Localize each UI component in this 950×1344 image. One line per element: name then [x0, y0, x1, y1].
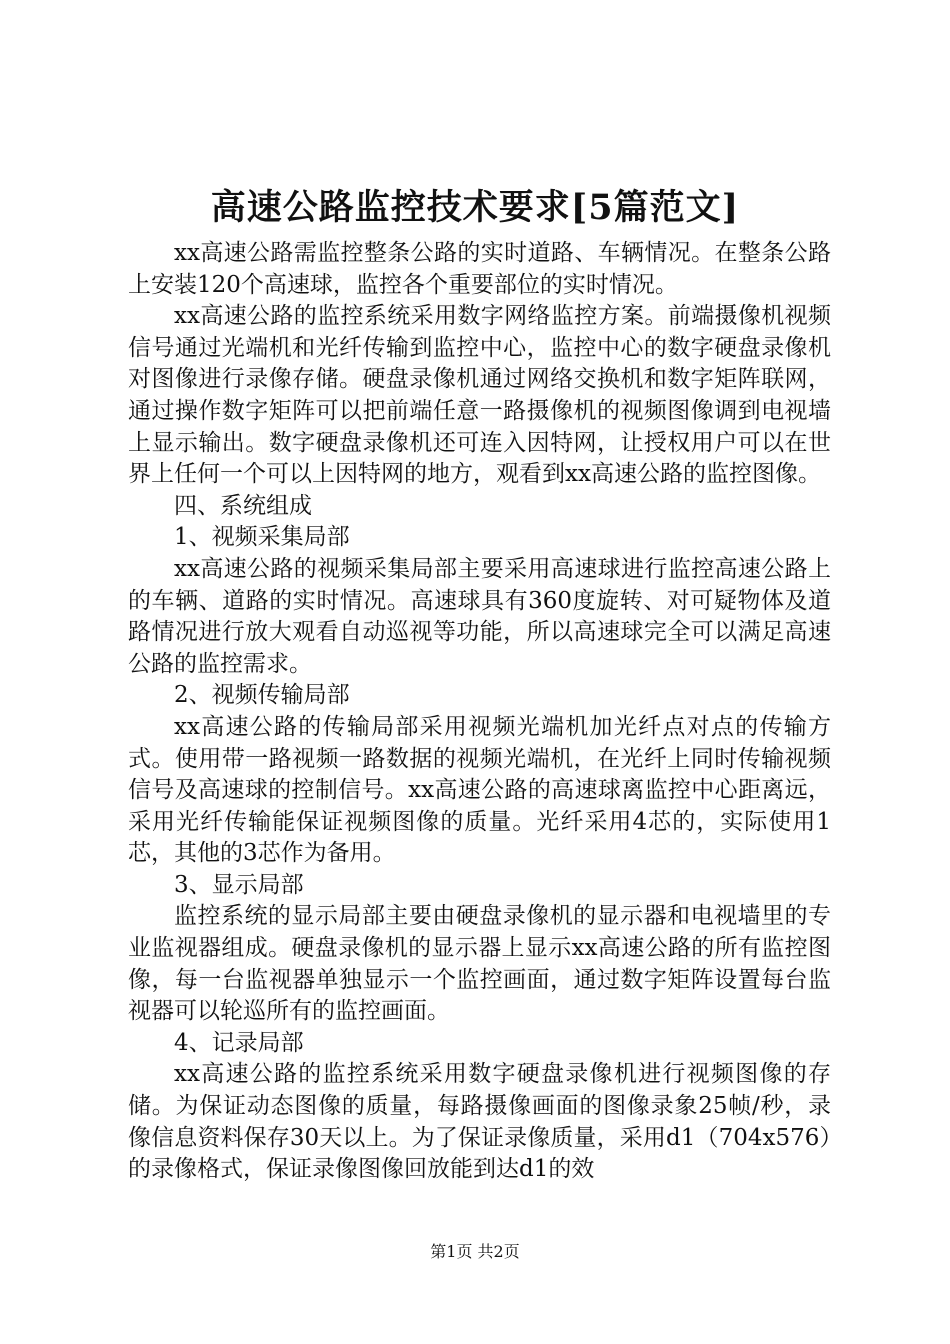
- subsection-heading-display: 3、显示局部: [174, 871, 304, 898]
- paragraph-scheme: xx高速公路的监控系统采用数字网络监控方案。前端摄像机视频信号通过光端机和光纤传输到监控中心，监控中心的数字硬盘录像机对图像进行录像存储。硬盘录像机通过网络交换机和数字矩阵联网，通过操作数字矩阵可以把前端任意一路摄像机的视频图像调到电视墙上显示输出。数字硬盘录像机还可连入因特网，让授权用户可以在世界上任何一个可以上因特网的地方，观看到xx高速公路的监控图像。: [128, 303, 831, 488]
- paragraph-transmission: xx高速公路的传输局部采用视频光端机加光纤点对点的传输方式。使用带一路视频一路数据的视频光端机，在光纤上同时传输视频信号及高速球的控制信号。xx高速公路的高速球离监控中心距离远，采用光纤传输能保证视频图像的质量。光纤采用4芯的，实际使用1芯，其他的3芯作为备用。: [128, 713, 831, 867]
- subsection-heading-recording: 4、记录局部: [174, 1029, 304, 1056]
- paragraph-recording: xx高速公路的监控系统采用数字硬盘录像机进行视频图像的存储。为保证动态图像的质量，每路摄像画面的图像录象25帧/秒，录像信息资料保存30天以上。为了保证录像质量，采用d1（704x576）的录像格式，保证录像图像回放能到达d1的效: [128, 1061, 831, 1183]
- subsection-heading-transmission: 2、视频传输局部: [174, 682, 350, 709]
- document-title: 高速公路监控技术要求[5篇范文]: [210, 187, 740, 228]
- section-heading-system: 四、系统组成: [174, 492, 312, 519]
- page-footer: 第1页 共2页: [430, 1242, 520, 1261]
- paragraph-display: 监控系统的显示局部主要由硬盘录像机的显示器和电视墙里的专业监视器组成。硬盘录像机的显示器上显示xx高速公路的所有监控图像，每一台监视器单独显示一个监控画面，通过数字矩阵设置每台监视器可以轮巡所有的监控画面。: [128, 903, 831, 1025]
- paragraph-intro: xx高速公路需监控整条公路的实时道路、车辆情况。在整条公路上安装120个高速球，监控各个重要部位的实时情况。: [128, 240, 831, 298]
- paragraph-capture: xx高速公路的视频采集局部主要采用高速球进行监控高速公路上的车辆、道路的实时情况。高速球具有360度旋转、对可疑物体及道路情况进行放大观看自动巡视等功能，所以高速球完全可以满足高速公路的监控需求。: [128, 555, 831, 677]
- document-body: [128, 238, 831, 1186]
- subsection-heading-capture: 1、视频采集局部: [174, 524, 350, 551]
